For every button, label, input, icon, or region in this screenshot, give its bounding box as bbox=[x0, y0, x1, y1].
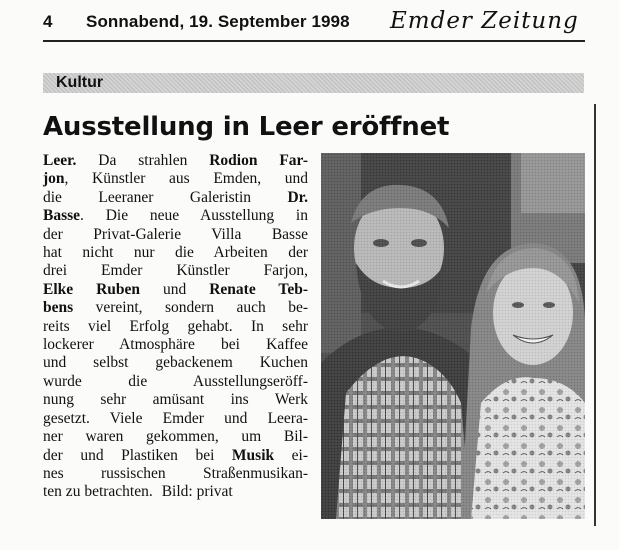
article-line: wurde die Ausstellungseröff- bbox=[43, 372, 308, 390]
article-photo bbox=[321, 153, 585, 519]
article-line: Elke Ruben und Renate Teb- bbox=[43, 280, 308, 298]
article-line: Basse. Die neue Ausstellung in bbox=[43, 207, 308, 225]
article-line: Leer. Da strahlen Rodion Far- bbox=[43, 152, 308, 169]
article-line: der Privat-Galerie Villa Basse bbox=[43, 225, 308, 243]
article-line: reits viel Erfolg gehabt. In sehr bbox=[43, 317, 308, 335]
article-line: ten zu betrachten. Bild: privat bbox=[43, 483, 233, 501]
article-line: die Leeraner Galeristin Dr. bbox=[43, 188, 308, 206]
article-line: bens vereint, sondern auch be- bbox=[43, 299, 308, 317]
article-line: hat nicht nur die Arbeiten der bbox=[43, 244, 308, 262]
page-header bbox=[0, 0, 619, 46]
photo-image bbox=[321, 153, 585, 519]
issue-date: Sonnabend, 19. September 1998 bbox=[86, 12, 350, 31]
column-rule bbox=[594, 104, 596, 526]
page-number: 4 bbox=[43, 12, 53, 31]
header-rule bbox=[43, 40, 585, 42]
article-body bbox=[43, 152, 308, 502]
article-headline: Ausstellung in Leer eröffnet bbox=[43, 112, 450, 142]
article-line: jon, Künstler aus Emden, und bbox=[43, 170, 308, 188]
article-line: und selbst gebackenem Kuchen bbox=[43, 354, 308, 372]
photo-credit: Bild: privat bbox=[161, 483, 233, 501]
newspaper-masthead: Emder Zeitung bbox=[390, 8, 579, 34]
section-band bbox=[43, 73, 584, 93]
article-line: nung sehr amüsant ins Werk bbox=[43, 391, 308, 409]
article-line: nes russischen Straßenmusikan- bbox=[43, 464, 308, 482]
article-line: gesetzt. Viele Emder und Leera- bbox=[43, 409, 308, 427]
article-line: der und Plastiken bei Musik ei- bbox=[43, 446, 308, 464]
article-line: lockerer Atmosphäre bei Kaffee bbox=[43, 336, 308, 354]
article-line: ner waren gekommen, um Bil- bbox=[43, 428, 308, 446]
section-label: Kultur bbox=[56, 74, 104, 91]
article-line: drei Emder Künstler Farjon, bbox=[43, 262, 308, 280]
